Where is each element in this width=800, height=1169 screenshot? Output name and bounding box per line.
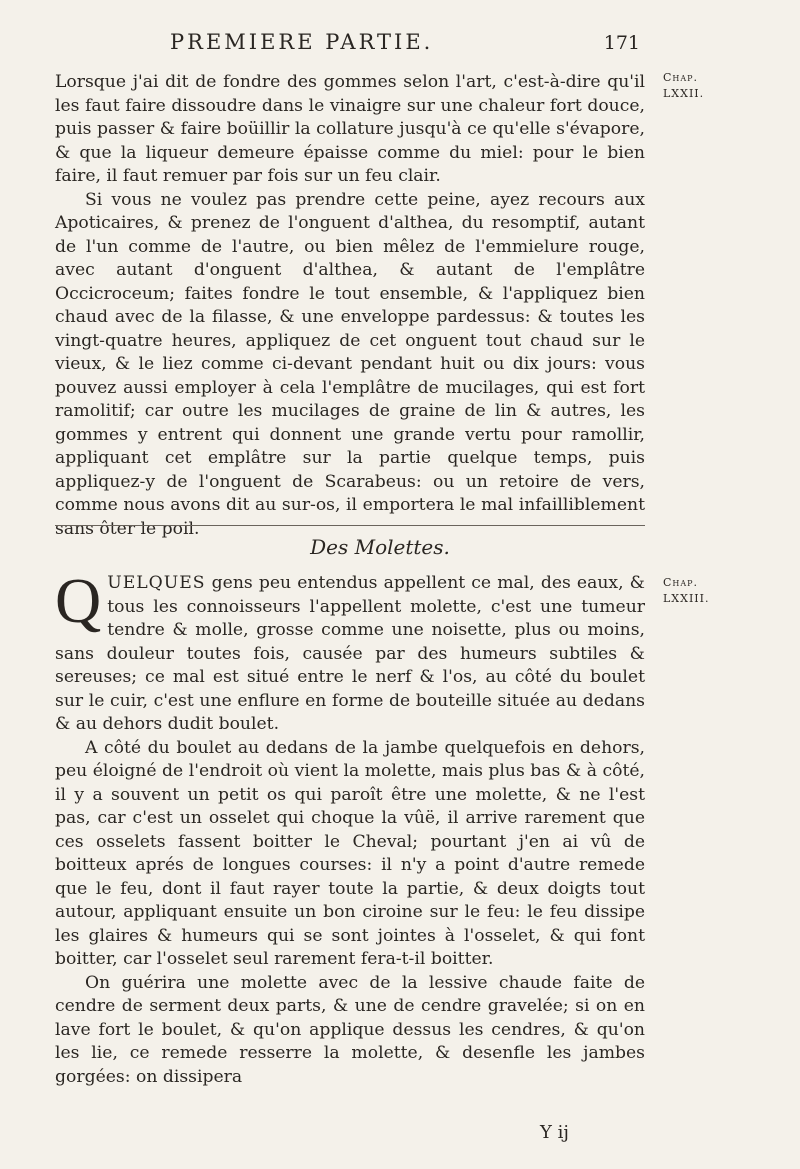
page-number: 171 <box>603 32 640 54</box>
page-header <box>170 30 640 60</box>
signature-mark: Y ij <box>540 1122 569 1143</box>
section-title: Des Molettes. <box>310 535 450 559</box>
paragraph: Lorsque j'ai dit de fondre des gommes selon l'art, c'est-à-dire qu'il les faut faire dissoudre dans le vinaigre sur une chaleur fort douce, puis passer & faire boüillir la collature jusqu'à ce qu'elle s'évapore, & que la liqueur demeure épaisse comme du miel: pour le bien faire, il faut remuer par fois sur un feu clair. <box>55 72 645 186</box>
running-head: PREMIERE PARTIE. <box>170 30 434 54</box>
paragraph: A côté du boulet au dedans de la jambe quelquefois en dehors, peu éloigné de l'endroit où vient la molette, mais plus bas & à côté, il y a souvent un petit os qui paroît être une molette, & ne l'est pas, car c'est un osselet qui choque la vûë, il arrive rarement que ces osselets fassent boitter le Cheval; pourtant j'en ai vû de boitteux aprés de longues courses: il n'y a point d'autre remede que le feu, dont il faut rayer toute la partie, & deux doigts tout autour, appliquant ensuite un bon ciroine sur le feu: le feu dissipe les glaires & humeurs qui se sont jointes à l'osselet, & qui font boitter, car l'osselet seul rarement fera-t-il boitter. <box>55 737 645 969</box>
section-body-molettes <box>55 565 645 1089</box>
drop-cap: Q <box>55 565 102 636</box>
lead-word: UELQUES <box>107 573 206 593</box>
paragraph: Si vous ne voulez pas prendre cette peine, ayez recours aux Apoticaires, & prenez de l'onguent d'althea, du resomptif, autant de l'un comme de l'autre, ou bien mêlez de l'emmielure rouge, avec autant d'onguent d'althea, & autant de l'emplâtre Occicroceum; faites fondre le tout ensemble, & l'appliquez bien chaud avec de la filasse, & une enveloppe pardessus: & toutes les vingt-quatre heures, appliquez de cet onguent tout chaud sur le vieux, & le liez comme ci-devant pendant huit ou dix jours: vous pouvez aussi employer à cela l'emplâtre de mucilages, qui est fort ramolitif; car outre les mucilages de graine de lin & autres, les gommes y entrent qui donnent une grande vertu pour ramollir, appliquant cet emplâtre sur la partie quelque temps, puis appliquez-y de l'onguent de Scarabeus: ou un retoire de vers, comme nous avons dit au sur-os, il emportera le mal infailliblement sans ôter le poil. <box>55 189 645 539</box>
margin-note-chapter-73: Chap. LXXIII. <box>663 576 710 605</box>
paragraph-text: gens peu entendus appellent ce mal, des eaux, & tous les connoisseurs l'appellent molette, c'est une tumeur tendre & molle, grosse comme une noisette, plus ou moins, sans douleur toutes fois, causée par des humeurs subtiles & sereuses; ce mal est situé entre le nerf & l'os, au côté du boulet sur le cuir, c'est une enflure en forme de bouteille située au dedans & au dehors dudit boulet. <box>55 573 645 734</box>
paragraph <box>55 565 645 737</box>
paragraph: On guérira une molette avec de la lessive chaude faite de cendre de serment deux parts, & une de cendre gravelée; si on en lave fort le boulet, & qu'on applique dessus les cendres, & qu'on les lie, ce remede resserre la molette, & desenfle les jambes gorgées: on dissipera <box>55 972 645 1087</box>
section-body-previous <box>55 71 645 541</box>
section-divider <box>55 525 645 526</box>
margin-note-chapter-72: Chap. LXXII. <box>663 71 705 100</box>
